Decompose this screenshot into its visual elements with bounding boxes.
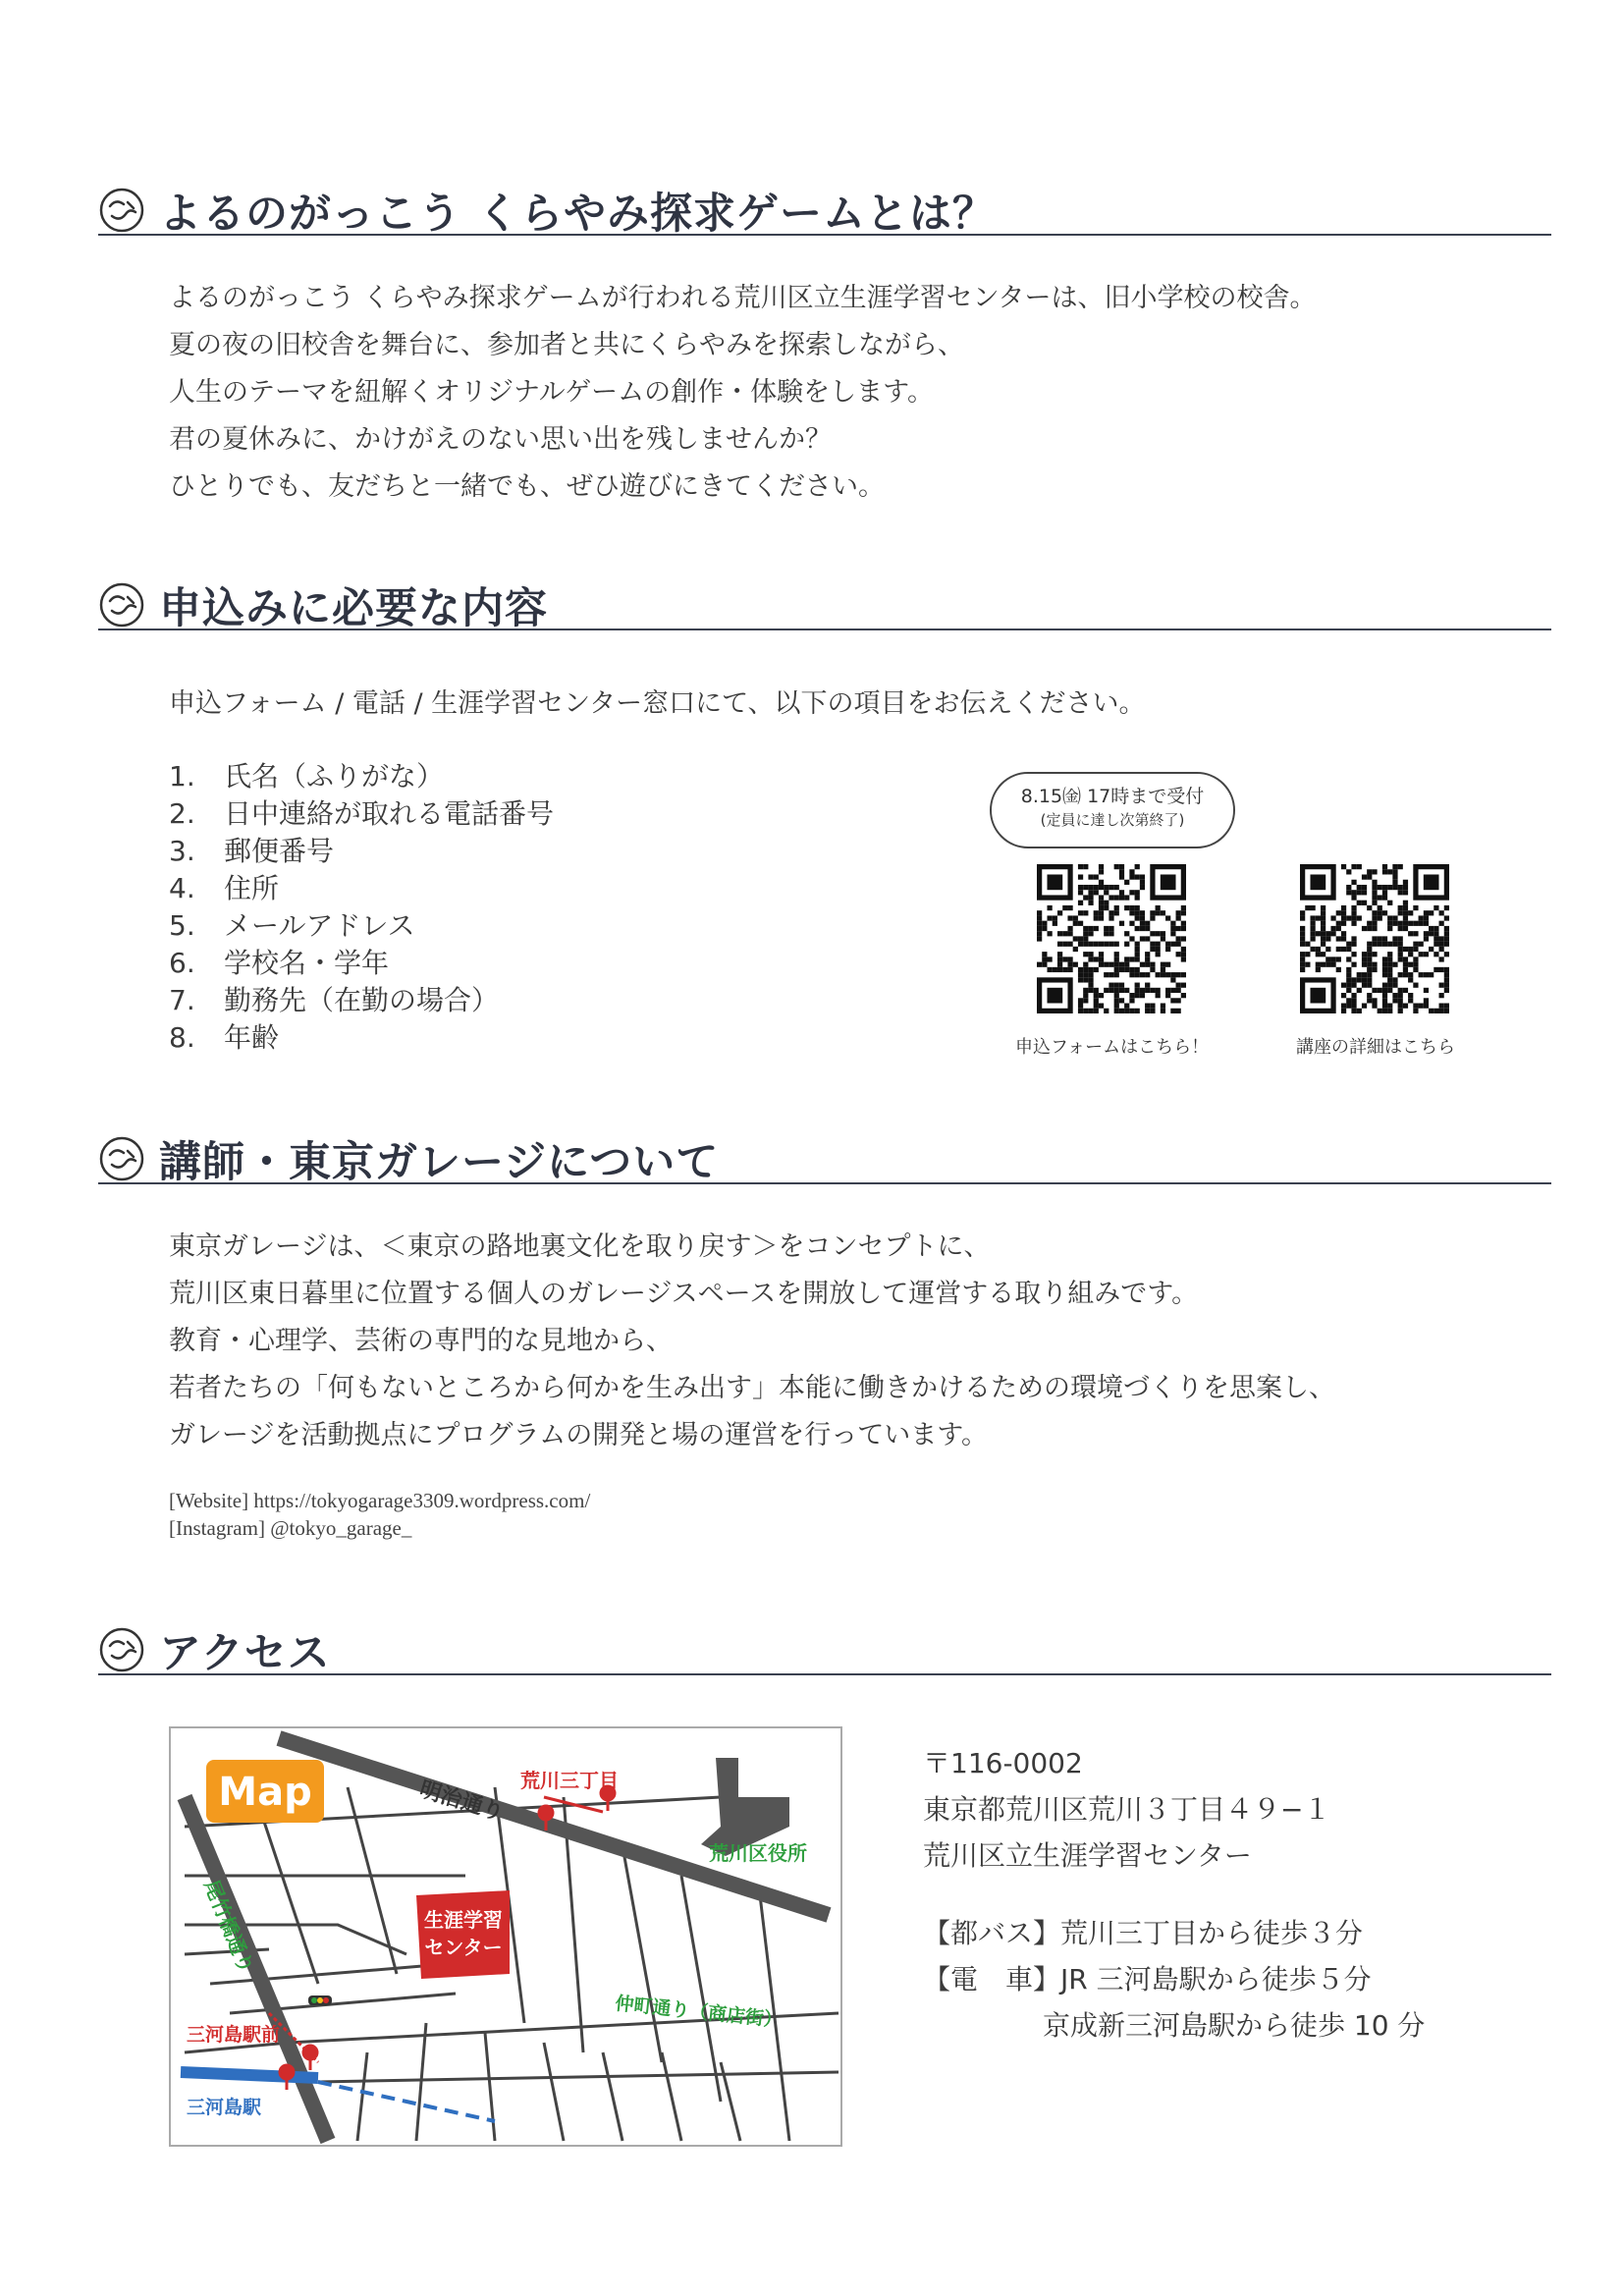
map-ward-office: 荒川区役所 [709,1841,807,1865]
map-center-label: 生涯学習 [424,1908,503,1932]
paragraph-line: ひとりでも、友だちと一緒でも、ぜひ遊びにきてください。 [169,471,885,502]
deadline-note: (定員に達し次第終了) [1040,811,1185,829]
qr-form-label: 申込フォームはこちら！ [1015,1037,1210,1058]
paragraph-line: 人生のテーマを紐解くオリジナルゲームの創作・体験をします。 [169,377,934,408]
map-street-meiji: 明治通り [416,1777,507,1827]
section-title: 申込みに必要な内容 [159,584,548,633]
list-item: 1. 氏名（ふりがな） [169,760,445,793]
section-access-header [98,1624,1551,1678]
list-item: 7. 勤務先（在勤の場合） [169,984,500,1016]
instagram-link[interactable]: [Instagram] @tokyo_garage_ [169,1516,412,1540]
list-item: 3. 郵便番号 [169,835,335,867]
deadline-badge [990,772,1235,848]
paragraph-line: 荒川区東日暮里に位置する個人のガレージスペースを開放して運営する取り組みです。 [169,1279,1199,1309]
paragraph-line: 教育・心理学、芸術の専門的な見地から、 [169,1326,673,1356]
paragraph-line: 若者たちの「何もないところから何かを生み出す」本能に働きかけるための環境づくりを思案し、 [169,1373,1335,1403]
list-item: 2. 日中連絡が取れる電話番号 [169,797,555,830]
deadline-text: 8.15㈮ 17時まで受付 [1020,786,1205,807]
access-address [923,1740,1425,2049]
list-item: 6. 学校名・学年 [169,947,390,979]
map-center-label: センター [424,1936,503,1959]
section-instructor-header [98,1133,1551,1187]
street-address: 東京都荒川区荒川３丁目４９−１ [923,1793,1331,1826]
paragraph-line: ガレージを活動拠点にプログラムの開発と場の運営を行っています。 [169,1420,989,1450]
section-title: 講師・東京ガレージについて [159,1138,720,1187]
list-item: 5. メールアドレス [169,909,415,942]
section-about-header [98,185,1551,239]
map-badge: Map [218,1770,312,1815]
paragraph-line: 東京ガレージは、＜東京の路地裏文化を取り戻す＞をコンセプトに、 [169,1231,991,1262]
section-title: よるのがっこう くらやみ探求ゲームとは？ [159,190,996,239]
paragraph-line: よるのがっこう くらやみ探求ゲームが行われる荒川区立生涯学習センターは、旧小学校の校舎。 [169,283,1317,313]
list-item: 8. 年齢 [169,1021,280,1054]
about-text [169,275,1445,511]
list-item: 4. 住所 [169,872,280,904]
apply-lead: 申込フォーム / 電話 / 生涯学習センター窓口にて、以下の項目をお伝えください。 [169,688,1146,719]
train-access: 【電 車】JR 三河島駅から徒歩５分 [923,1963,1372,1995]
bus-access: 【都バス】荒川三丁目から徒歩３分 [923,1917,1364,1949]
map-station-arakawa3: 荒川三丁目 [520,1769,619,1792]
access-map [169,1726,842,2147]
instructor-text [169,1224,1445,1459]
map-street-nakamachi: 仲町通り（商店街） [614,1993,784,2032]
map-station-mikawashima-mae: 三河島駅前 [187,2024,281,2046]
paragraph-line: 夏の夜の旧校舎を舞台に、参加者と共にくらやみを探索しながら、 [169,330,964,360]
section-title: アクセス [159,1629,331,1678]
yoru-logo-icon [98,581,145,629]
yoru-logo-icon [98,1626,145,1673]
paragraph-line: 君の夏休みに、かけがえのない思い出を残しませんか？ [169,424,832,455]
contact-links [169,1487,590,1542]
qr-code-icon[interactable] [1037,864,1186,1013]
section-apply-header [98,579,1551,633]
apply-items-list [169,758,554,1057]
postal-code: 〒116-0002 [923,1747,1083,1779]
map-street-onitake: 尾竹橋通り [199,1876,259,1977]
map-drawing [171,1728,840,2145]
website-link[interactable]: [Website] https://tokyogarage3309.wordpress.com/ [169,1489,591,1512]
map-station-mikawashima: 三河島駅 [187,2097,262,2118]
facility-name: 荒川区立生涯学習センター [923,1839,1252,1872]
train-access: 京成新三河島駅から徒歩 10 分 [1043,2009,1426,2042]
qr-code-icon[interactable] [1300,864,1449,1013]
yoru-logo-icon [98,187,145,234]
yoru-logo-icon [98,1135,145,1182]
qr-detail-label: 講座の詳細はこちら [1296,1037,1455,1058]
